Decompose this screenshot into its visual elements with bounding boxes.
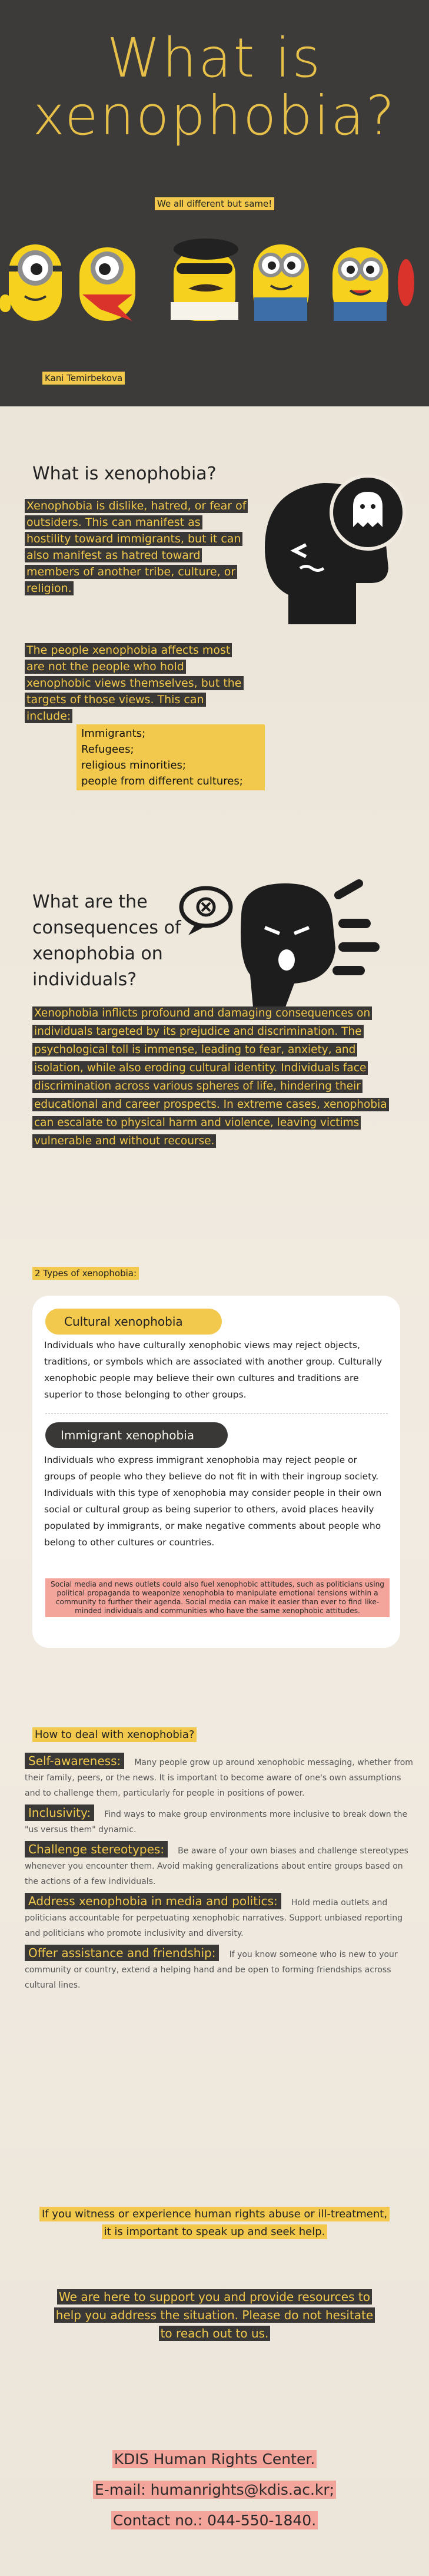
deal-item-label: Self-awareness: (25, 1753, 124, 1769)
types-heading (32, 1268, 139, 1279)
support-line-1: We are here to support you and provide resources to (57, 2289, 372, 2305)
types-card (32, 1296, 400, 1648)
page-title (0, 29, 429, 145)
section-consequences-heading: What are the consequences of xenophobia on individuals? (32, 892, 181, 990)
author-name: Kani Temirbekova (42, 372, 125, 385)
minion-icon-5 (332, 247, 414, 321)
consequences-para: Xenophobia inflicts profound and damaging consequences on individuals targeted by its prejudice and discrimination. The psychological toll is immense, leading to fear, anxiety, and isolation, while also eroding cultural identity. Individuals face discrimination across various spheres of life, hindering their educational and career prospects. In extreme cases, xenophobia can escalate to physical harm and violence, leaving victims vulnerable and without recourse. (32, 1006, 389, 1148)
hero-banner (0, 0, 429, 406)
affected-para: The people xenophobia affects most are not the people who hold xenophobic views themselves, but the targets of those views. This can include: (25, 643, 244, 723)
support-text (0, 2288, 429, 2343)
deal-heading-text: How to deal with xenophobia? (32, 1727, 197, 1742)
deal-item-text: Many people grow up around xenophobic messaging, whether from their family, peers, or the news. It is important to become aware of one's own assumptions and to challenge them, particularly for people in positions of power. (25, 1758, 413, 1798)
section-what-heading: What is xenophobia? (32, 463, 217, 484)
deal-item-label: Challenge stereotypes: (25, 1841, 168, 1857)
deal-list (25, 1754, 413, 1998)
target-item: Immigrants; (81, 727, 146, 740)
title-line-1: What is (107, 27, 322, 90)
sad-face-icon (177, 872, 400, 1013)
contact-email[interactable]: E-mail: humanrights@kdis.ac.kr; (93, 2481, 336, 2499)
minion-icon-4 (253, 244, 309, 321)
deal-item (25, 1806, 413, 1837)
contact-org: KDIS Human Rights Center. (112, 2450, 317, 2468)
deal-item-text: Be aware of your own biases and challenge stereotypes whenever you encounter them. Avoid making generalizations about entire groups based on the actions of a few individuals. (25, 1846, 408, 1886)
cultural-label: Cultural xenophobia (45, 1309, 222, 1335)
deal-item (25, 1946, 413, 1993)
title-line-2: xenophobia? (32, 84, 397, 147)
deal-item-label: Address xenophobia in media and politics: (25, 1893, 281, 1909)
support-line-2: help you address the situation. Please do not hesitate (54, 2307, 375, 2323)
minions-illustration (0, 227, 429, 333)
divider (45, 1413, 388, 1414)
deal-item (25, 1754, 413, 1801)
help-line-2: it is important to speak up and seek help. (102, 2224, 328, 2239)
deal-item-text: If you know someone who is new to your community or country, extend a helping hand and be open to forming friendships across cultural lines. (25, 1950, 398, 1990)
targets-list (77, 724, 265, 790)
contact-phone[interactable]: Contact no.: 044-550-1840. (111, 2511, 318, 2529)
cultural-text: Individuals who have culturally xenophobic views may reject objects, traditions, or symbols which are associated with another group. Culturally xenophobic people may believe their own cultures and traditions are superior to those belonging to other groups. (44, 1340, 383, 1400)
minion-icon-2 (79, 247, 135, 321)
consequences-text (32, 1004, 400, 1150)
deal-item-label: Offer assistance and friendship: (25, 1945, 219, 1961)
deal-item-text: Hold media outlets and politicians accountable for perpetuating xenophobic narratives. Support unbiased reporting and politicians who promote inclusivity and diversity. (25, 1898, 403, 1938)
target-item: people from different cultures; (81, 775, 243, 787)
deal-item-label: Inclusivity: (25, 1804, 94, 1821)
affected-text (25, 642, 247, 724)
target-item: religious minorities; (81, 759, 186, 772)
deal-heading (32, 1729, 197, 1741)
types-heading-text: 2 Types of xenophobia: (32, 1267, 139, 1280)
minion-icon-3 (171, 239, 238, 321)
definition-para: Xenophobia is dislike, hatred, or fear of outsiders. This can manifest as hostility toward immigrants, but it can also manifest as hatred toward members of another tribe, culture, or religion. (25, 499, 248, 595)
head-ghost-icon (247, 465, 424, 642)
tagline: We all different but same! (155, 197, 274, 210)
contact-block (0, 2444, 429, 2536)
deal-item (25, 1894, 413, 1941)
target-item: Refugees; (81, 743, 134, 756)
immigrant-text: Individuals who express immigrant xenophobia may reject people or groups of people who they believe do not fit in with their ingroup society. Individuals with this type of xenophobia may consider people in their own social or cultural group as being superior to others, avoid places heavily populated by immigrants, or make negative comments about people who belong to other cultures or countries. (44, 1455, 382, 1548)
deal-item-text: Find ways to make group environments more inclusive to break down the "us versus them" dynamic. (25, 1810, 408, 1835)
minion-icon-1 (0, 244, 62, 321)
help-text (0, 2206, 429, 2241)
definition-text (25, 498, 247, 597)
immigrant-label: Immigrant xenophobia (45, 1422, 228, 1448)
support-line-3: to reach out to us. (159, 2326, 271, 2341)
help-line-1: If you witness or experience human rights abuse or ill-treatment, (39, 2207, 390, 2221)
media-note: Social media and news outlets could also fuel xenophobic attitudes, such as politicians using political propaganda to weaponize xenophobia to manipulate emotional tensions within a community to further their agenda. Social media can make it easier than ever to find like-minded individuals and communities who have the same xenophobic attitudes. (45, 1578, 390, 1617)
deal-item (25, 1842, 413, 1889)
